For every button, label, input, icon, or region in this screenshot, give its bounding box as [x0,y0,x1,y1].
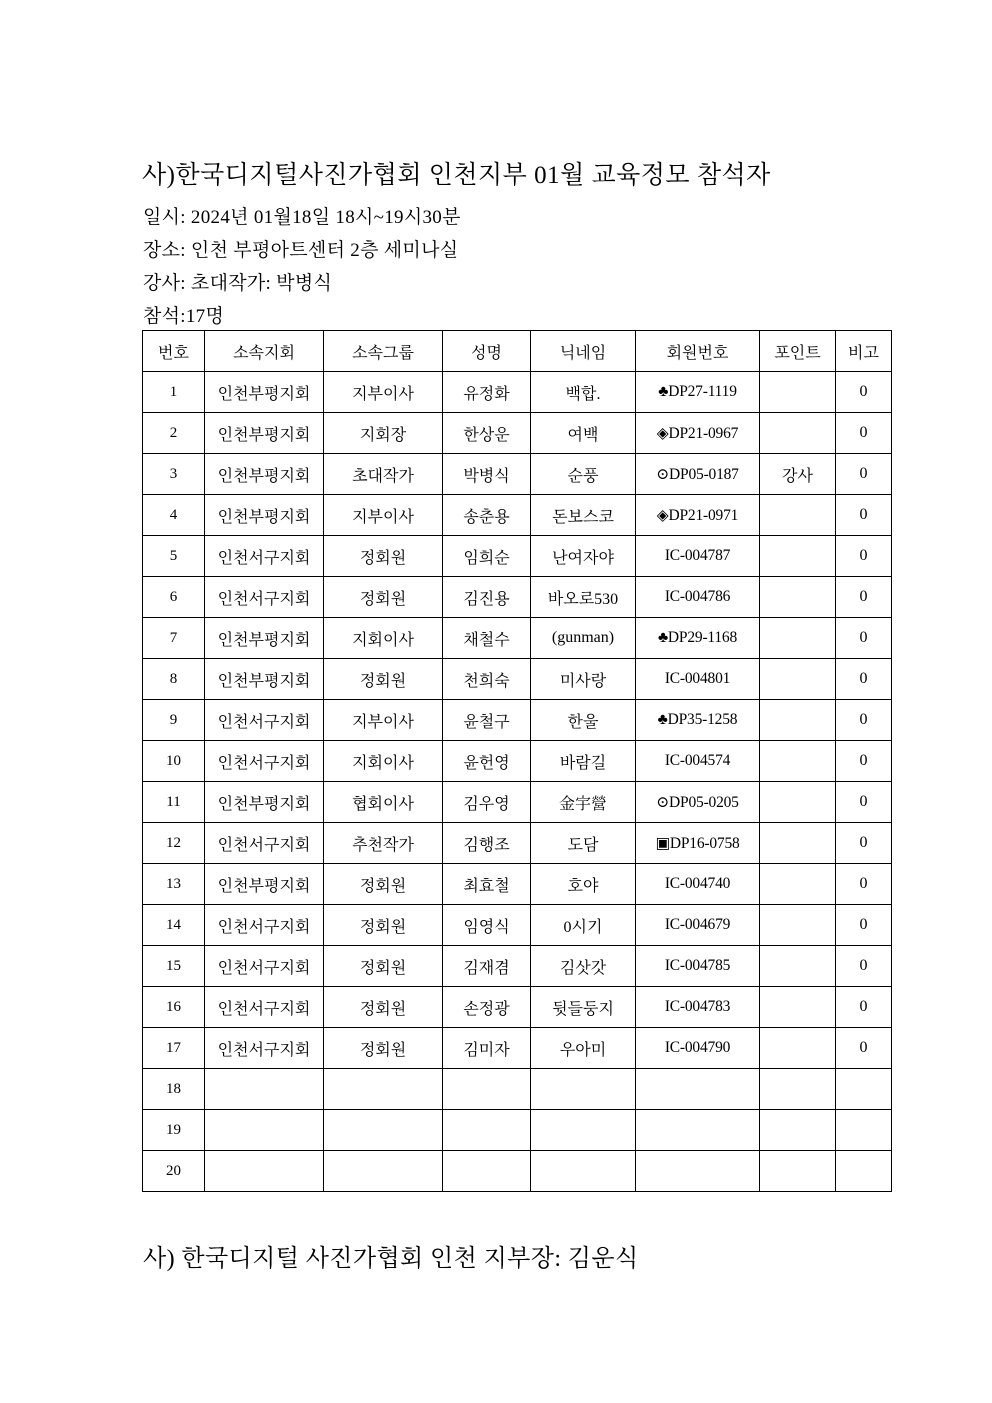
cell-remark: 0 [836,413,892,454]
cell-member-no: IC-004740 [636,864,760,905]
cell-no: 1 [143,372,205,413]
table-row [143,659,892,700]
cell-point [760,823,836,864]
cell-member-no: ⊙DP05-0205 [636,782,760,823]
cell-name: 김우영 [443,782,531,823]
cell-member-no [636,1151,760,1192]
cell-point [760,1069,836,1110]
cell-remark: 0 [836,905,892,946]
column-header-group: 소속그룹 [324,331,443,372]
cell-group: 협회이사 [324,782,443,823]
cell-name: 최효철 [443,864,531,905]
cell-group: 추천작가 [324,823,443,864]
cell-no: 14 [143,905,205,946]
cell-member-no: ◈DP21-0967 [636,413,760,454]
cell-branch [205,1151,324,1192]
cell-group: 지부이사 [324,372,443,413]
column-header-point: 포인트 [760,331,836,372]
cell-remark: 0 [836,536,892,577]
table-row [143,1110,892,1151]
cell-group [324,1151,443,1192]
cell-branch: 인천서구지회 [205,946,324,987]
cell-point [760,864,836,905]
column-header-member-no: 회원번호 [636,331,760,372]
cell-member-no: ♣DP29-1168 [636,618,760,659]
cell-remark: 0 [836,659,892,700]
cell-remark [836,1069,892,1110]
cell-point [760,905,836,946]
cell-name [443,1069,531,1110]
cell-point [760,946,836,987]
cell-member-no: IC-004801 [636,659,760,700]
cell-remark: 0 [836,946,892,987]
cell-nickname: 여백 [531,413,636,454]
cell-no: 20 [143,1151,205,1192]
cell-nickname: 金宇營 [531,782,636,823]
cell-remark: 0 [836,700,892,741]
cell-member-no [636,1069,760,1110]
cell-branch: 인천서구지회 [205,1028,324,1069]
cell-remark: 0 [836,823,892,864]
cell-branch: 인천서구지회 [205,536,324,577]
cell-group: 정회원 [324,536,443,577]
cell-group: 정회원 [324,905,443,946]
cell-group: 정회원 [324,577,443,618]
cell-remark: 0 [836,1028,892,1069]
cell-no: 3 [143,454,205,495]
cell-member-no: IC-004787 [636,536,760,577]
cell-nickname: 난여자야 [531,536,636,577]
cell-group [324,1110,443,1151]
cell-nickname [531,1069,636,1110]
meta-instructor: 강사: 초대작가: 박병식 [143,273,333,294]
table-row [143,372,892,413]
cell-remark [836,1110,892,1151]
cell-name: 유정화 [443,372,531,413]
table-row [143,987,892,1028]
table-row [143,782,892,823]
cell-name: 윤철구 [443,700,531,741]
cell-member-no: ◈DP21-0971 [636,495,760,536]
cell-point [760,577,836,618]
cell-point: 강사 [760,454,836,495]
cell-nickname: 돈보스코 [531,495,636,536]
cell-branch: 인천서구지회 [205,905,324,946]
table-row [143,864,892,905]
cell-name [443,1110,531,1151]
cell-point [760,741,836,782]
cell-branch: 인천부평지회 [205,618,324,659]
cell-member-no: IC-004574 [636,741,760,782]
table-row [143,1069,892,1110]
table-row [143,823,892,864]
cell-nickname: 김삿갓 [531,946,636,987]
cell-name: 채철수 [443,618,531,659]
cell-member-no: IC-004783 [636,987,760,1028]
cell-member-no: IC-004786 [636,577,760,618]
meta-datetime: 일시: 2024년 01월18일 18시~19시30분 [143,207,461,228]
cell-remark: 0 [836,577,892,618]
cell-branch: 인천서구지회 [205,823,324,864]
cell-branch: 인천부평지회 [205,782,324,823]
cell-name: 송춘용 [443,495,531,536]
cell-point [760,987,836,1028]
cell-group: 지부이사 [324,495,443,536]
cell-no: 5 [143,536,205,577]
cell-name: 임희순 [443,536,531,577]
cell-group: 정회원 [324,659,443,700]
column-header-remark: 비고 [836,331,892,372]
cell-nickname: 우아미 [531,1028,636,1069]
cell-nickname [531,1110,636,1151]
cell-no: 15 [143,946,205,987]
column-header-no: 번호 [143,331,205,372]
cell-no: 11 [143,782,205,823]
cell-nickname: 미사랑 [531,659,636,700]
cell-point [760,700,836,741]
meta-attendance-count: 참석:17명 [143,306,225,327]
cell-no: 18 [143,1069,205,1110]
cell-name: 윤헌영 [443,741,531,782]
cell-name: 한상운 [443,413,531,454]
cell-member-no: ⊙DP05-0187 [636,454,760,495]
cell-no: 10 [143,741,205,782]
cell-branch: 인천부평지회 [205,372,324,413]
cell-nickname: 도담 [531,823,636,864]
cell-name: 김행조 [443,823,531,864]
cell-member-no: ♣DP35-1258 [636,700,760,741]
cell-point [760,782,836,823]
cell-point [760,1110,836,1151]
table-row [143,536,892,577]
cell-group: 정회원 [324,864,443,905]
attendee-table [142,330,892,1192]
cell-no: 13 [143,864,205,905]
cell-name: 김미자 [443,1028,531,1069]
cell-nickname [531,1151,636,1192]
cell-branch: 인천서구지회 [205,700,324,741]
cell-point [760,372,836,413]
cell-no: 4 [143,495,205,536]
cell-name: 박병식 [443,454,531,495]
cell-no: 7 [143,618,205,659]
cell-member-no: IC-004785 [636,946,760,987]
column-header-branch: 소속지회 [205,331,324,372]
cell-member-no [636,1110,760,1151]
cell-branch: 인천부평지회 [205,495,324,536]
table-row [143,495,892,536]
table-row [143,741,892,782]
table-row [143,577,892,618]
cell-member-no: ♣DP27-1119 [636,372,760,413]
cell-no: 19 [143,1110,205,1151]
cell-group: 초대작가 [324,454,443,495]
cell-group: 정회원 [324,946,443,987]
cell-point [760,659,836,700]
cell-point [760,536,836,577]
cell-branch [205,1069,324,1110]
cell-group: 지부이사 [324,700,443,741]
cell-point [760,1151,836,1192]
cell-remark: 0 [836,741,892,782]
cell-no: 16 [143,987,205,1028]
cell-nickname: (gunman) [531,618,636,659]
column-header-nickname: 닉네임 [531,331,636,372]
cell-branch: 인천서구지회 [205,741,324,782]
cell-remark: 0 [836,987,892,1028]
cell-remark: 0 [836,454,892,495]
cell-remark: 0 [836,372,892,413]
cell-group: 정회원 [324,987,443,1028]
table-body [143,372,892,1192]
table-row [143,700,892,741]
cell-nickname: 호야 [531,864,636,905]
cell-branch: 인천서구지회 [205,987,324,1028]
cell-nickname: 바오로530 [531,577,636,618]
cell-point [760,618,836,659]
cell-member-no: IC-004790 [636,1028,760,1069]
cell-name: 김진용 [443,577,531,618]
table-row [143,1028,892,1069]
table-header-row [143,331,892,372]
cell-nickname: 뒷들둥지 [531,987,636,1028]
table-row [143,454,892,495]
cell-group: 정회원 [324,1028,443,1069]
cell-remark: 0 [836,864,892,905]
cell-remark: 0 [836,782,892,823]
cell-no: 17 [143,1028,205,1069]
cell-remark: 0 [836,618,892,659]
table-row [143,618,892,659]
cell-point [760,1028,836,1069]
table-row [143,1151,892,1192]
cell-nickname: 백합. [531,372,636,413]
cell-branch [205,1110,324,1151]
cell-group: 지회장 [324,413,443,454]
cell-name: 손정광 [443,987,531,1028]
cell-no: 8 [143,659,205,700]
cell-branch: 인천서구지회 [205,577,324,618]
cell-branch: 인천부평지회 [205,454,324,495]
cell-no: 2 [143,413,205,454]
cell-no: 9 [143,700,205,741]
cell-branch: 인천부평지회 [205,864,324,905]
cell-no: 6 [143,577,205,618]
cell-name: 임영식 [443,905,531,946]
page-title: 사)한국디지털사진가협회 인천지부 01월 교육정모 참석자 [142,162,771,189]
cell-name: 천희숙 [443,659,531,700]
cell-nickname: 0시기 [531,905,636,946]
table-row [143,946,892,987]
column-header-name: 성명 [443,331,531,372]
meta-location: 장소: 인천 부평아트센터 2층 세미나실 [143,240,459,261]
cell-group: 지회이사 [324,618,443,659]
cell-group: 지회이사 [324,741,443,782]
cell-point [760,413,836,454]
cell-nickname: 한울 [531,700,636,741]
cell-group [324,1069,443,1110]
cell-nickname: 바람길 [531,741,636,782]
footer-signature: 사) 한국디지털 사진가협회 인천 지부장: 김운식 [143,1246,639,1272]
table-row [143,413,892,454]
cell-name: 김재겸 [443,946,531,987]
cell-remark: 0 [836,495,892,536]
cell-member-no: IC-004679 [636,905,760,946]
cell-member-no: ▣DP16-0758 [636,823,760,864]
cell-nickname: 순풍 [531,454,636,495]
cell-point [760,495,836,536]
cell-no: 12 [143,823,205,864]
cell-remark [836,1151,892,1192]
cell-branch: 인천부평지회 [205,413,324,454]
cell-name [443,1151,531,1192]
table-row [143,905,892,946]
cell-branch: 인천부평지회 [205,659,324,700]
